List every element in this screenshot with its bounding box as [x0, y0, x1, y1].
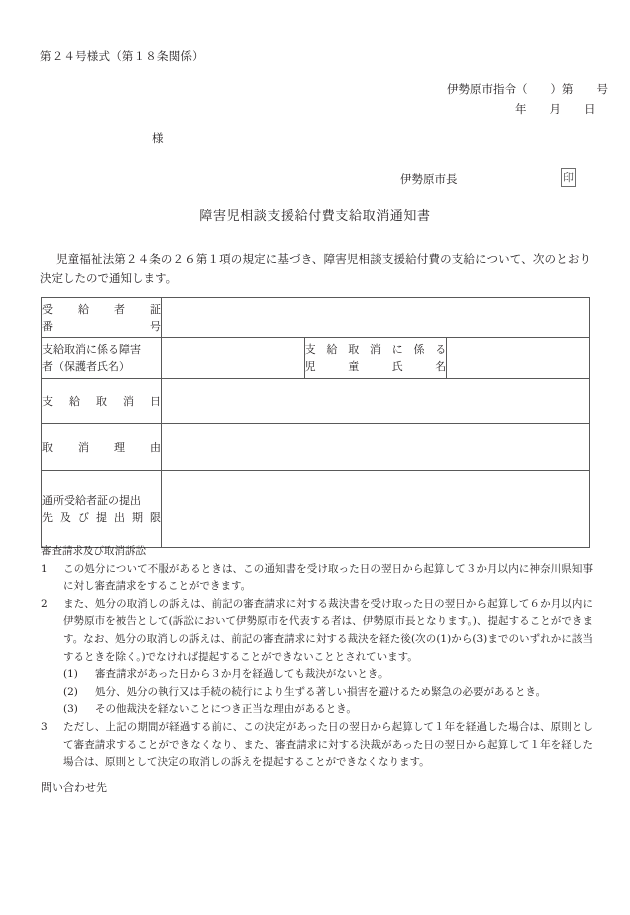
table-row	[42, 338, 590, 379]
row-value-beneficiary-certificate-number[interactable]	[162, 298, 590, 338]
issuer-name: 伊勢原市長	[400, 172, 458, 186]
appeal-sub-item-2-number: (2)	[63, 685, 78, 698]
contact-label: 問い合わせ先	[41, 781, 107, 794]
seal-stamp-icon: 印	[561, 168, 576, 187]
appeal-item-3-number: 3	[41, 720, 48, 733]
intro-paragraph: 児童福祉法第２４条の２６第１項の規定に基づき、障害児相談支援給付費の支給について、次のとおり決定したので通知します。	[40, 252, 591, 285]
appeal-item-1-number: 1	[41, 562, 48, 575]
appeal-sub-item-2	[41, 684, 593, 702]
form-number: 第２４号様式（第１８条関係）	[40, 49, 204, 63]
appeal-item-2-text: また、処分の取消しの訴えは、前記の審査請求に対する裁決書を受け取った日の翌日から起算して６か月以内に伊勢原市を被告として(訴訟において伊勢原市を代表する者は、伊勢原市長となります。)、提起することができます。なお、処分の取消しの訴えは、前記の審査請求に対する裁決を経た後(次の(1)から(3)までのいずれかに該当するときを除く。)でなければ提起することができないこととされています。	[63, 597, 593, 663]
appeal-item-1	[41, 561, 593, 596]
appeal-sub-item-3	[41, 701, 593, 719]
appeal-item-2-number: 2	[41, 597, 48, 610]
row-label-cancellation-reason: 取消理由	[42, 424, 162, 471]
appeal-item-3-text: ただし、上記の期間が経過する前に、この決定があった日の翌日から起算して１年を経過した場合は、原則として審査請求することができなくなり、また、審査請求に対する決裁があった日の翌日から起算して１年を経した場合は、原則として決定の取消しの訴えを提起することができなくなります。	[63, 720, 593, 769]
row-value-cancellation-date[interactable]	[162, 379, 590, 424]
appeal-notice	[41, 543, 593, 772]
appeal-sub-item-3-text: その他裁決を経ないことにつき正当な理由があるとき。	[95, 703, 357, 716]
appeal-sub-item-1-number: (1)	[63, 668, 78, 681]
row-label-certificate-return-destination: 通所受給者証の提出 先及び提出期限	[42, 471, 162, 548]
row-value-child-name[interactable]	[447, 338, 590, 379]
appeal-sub-item-3-number: (3)	[63, 703, 78, 716]
appeal-sub-item-1	[41, 666, 593, 684]
row-value-disabled-person-guardian-name[interactable]	[162, 338, 305, 379]
appeal-sub-item-2-text: 処分、処分の執行又は手続の続行により生ずる著しい損害を避けるため緊急の必要があるとき。	[95, 685, 547, 698]
appeal-item-1-text: この処分について不服があるときは、この通知書を受け取った日の翌日から起算して３か月以内に神奈川県知事に対し審査請求をすることができます。	[63, 562, 593, 593]
recipient-honorific: 様	[152, 131, 164, 145]
table-row	[42, 298, 590, 338]
row-value-cancellation-reason[interactable]	[162, 424, 590, 471]
appeal-heading: 審査請求及び取消訴訟	[41, 545, 146, 557]
table-row	[42, 424, 590, 471]
directive-block	[447, 79, 608, 119]
decision-table	[41, 297, 590, 548]
appeal-item-2	[41, 596, 593, 666]
row-label-child-name: 支給取消に係る 児 童 氏 名	[304, 338, 447, 379]
page-title: 障害児相談支援給付費支給取消通知書	[199, 209, 431, 224]
row-label-disabled-person-guardian-name: 支給取消に係る障害 者（保護者氏名）	[42, 338, 162, 379]
table-row	[42, 379, 590, 424]
table-row	[42, 471, 590, 548]
row-value-certificate-return-destination[interactable]	[162, 471, 590, 548]
issue-date-line: 年 月 日	[515, 102, 596, 116]
appeal-item-3	[41, 719, 593, 772]
appeal-sub-item-1-text: 審査請求があった日から３か月を経過しても裁決がないとき。	[95, 668, 389, 681]
row-label-beneficiary-certificate-number: 受給者証 番 号	[42, 298, 162, 338]
directive-number: 伊勢原市指令（ ）第 号	[447, 82, 608, 96]
row-label-cancellation-date: 支給取消日	[42, 379, 162, 424]
